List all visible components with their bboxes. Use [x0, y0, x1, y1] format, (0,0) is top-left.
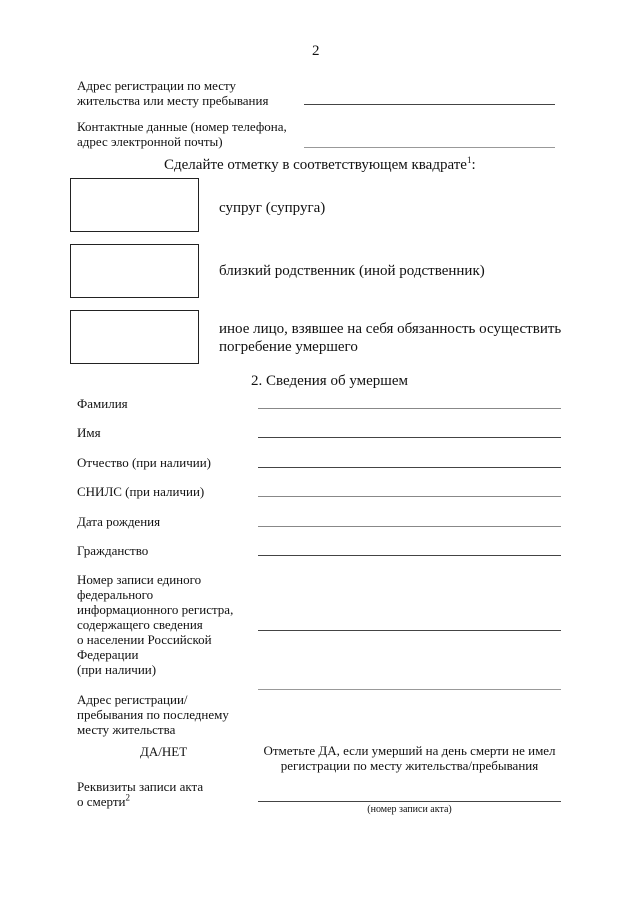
- birthdate-field[interactable]: [258, 526, 561, 527]
- contacts-field[interactable]: [304, 147, 555, 148]
- snils-label: СНИЛС (при наличии): [77, 484, 205, 499]
- patronymic-field[interactable]: [258, 467, 561, 468]
- page-number: 2: [312, 43, 320, 59]
- surname-field[interactable]: [258, 408, 561, 409]
- act-record-label: [77, 779, 203, 809]
- citizenship-field[interactable]: [258, 555, 561, 556]
- registry-number-label: Номер записи единого федерального информационного регистра, содержащего сведения о населении Российской Федерации (при наличии): [77, 572, 234, 677]
- footnote-ref-2: 2: [125, 792, 130, 803]
- option-other-person-label: иное лицо, взявшее на себя обязанность осуществить погребение умершего: [219, 321, 562, 355]
- contacts-label: Контактные данные (номер телефона, адрес электронной почты): [77, 119, 287, 149]
- name-field[interactable]: [258, 437, 561, 438]
- surname-label: Фамилия: [77, 396, 128, 411]
- act-record-caption: (номер записи акта): [367, 804, 452, 815]
- act-record-label-text: Реквизиты записи акта о смерти: [77, 779, 204, 809]
- birthdate-label: Дата рождения: [77, 514, 161, 529]
- checkbox-other-person[interactable]: [70, 310, 199, 364]
- yes-no-note: Отметьте ДА, если умерший на день смерти не имел регистрации по месту жительства/пребывания: [263, 743, 556, 773]
- deceased-section-heading: 2. Сведения об умершем: [251, 373, 408, 389]
- last-address-field[interactable]: [258, 689, 561, 690]
- checkbox-relative[interactable]: [70, 244, 199, 298]
- option-relative-label: близкий родственник (иной родственник): [219, 263, 485, 279]
- address-label: Адрес регистрации по месту жительства или месту пребывания: [77, 78, 269, 108]
- patronymic-label: Отчество (при наличии): [77, 455, 212, 470]
- last-address-label: Адрес регистрации/ пребывания по последнему месту жительства: [77, 692, 229, 737]
- yes-no-label: ДА/НЕТ: [140, 744, 188, 759]
- act-record-field[interactable]: [258, 801, 561, 802]
- option-spouse-label: супруг (супруга): [219, 200, 326, 216]
- registry-number-field[interactable]: [258, 630, 561, 631]
- checkbox-heading: [164, 156, 476, 174]
- name-label: Имя: [77, 425, 101, 440]
- checkbox-spouse[interactable]: [70, 178, 199, 232]
- address-field[interactable]: [304, 104, 555, 105]
- snils-field[interactable]: [258, 496, 561, 497]
- checkbox-heading-suffix: :: [471, 157, 476, 173]
- checkbox-heading-text: Сделайте отметку в соответствующем квадрате: [164, 157, 467, 173]
- footnote-ref-1: 1: [466, 155, 472, 165]
- citizenship-label: Гражданство: [77, 543, 149, 558]
